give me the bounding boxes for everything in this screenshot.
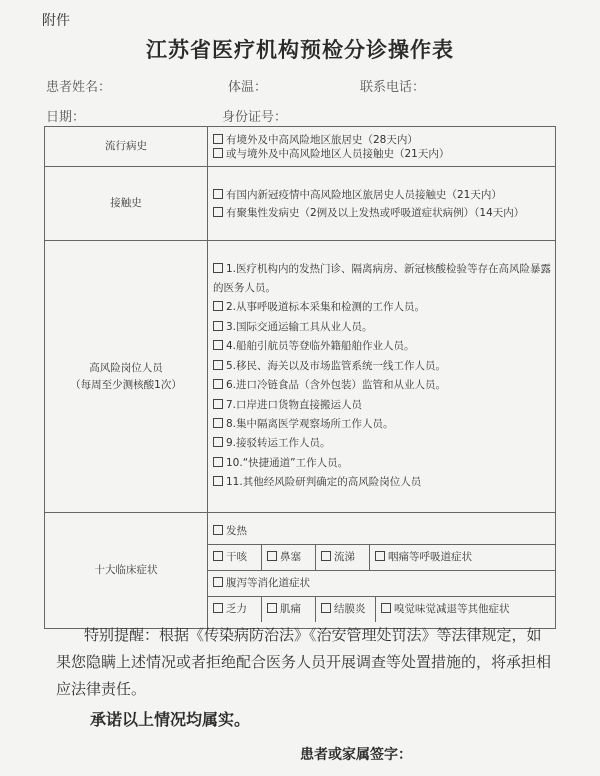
attachment-label: 附件 — [42, 13, 70, 29]
category-risk: 高风险岗位人员 （每周至少测核酸1次） — [45, 241, 208, 513]
checkbox-icon[interactable] — [375, 551, 385, 561]
checkbox-icon[interactable] — [267, 603, 277, 613]
option-risk-10[interactable]: 10.“快捷通道”工作人员。 — [213, 454, 555, 473]
option-contact-2[interactable]: 有聚集性发病史（2例及以上发热或呼吸道症状病例）（14天内） — [213, 206, 555, 220]
symptom-row-respiratory — [208, 545, 555, 571]
symptom-options — [208, 513, 556, 629]
table-row-symptoms — [45, 513, 556, 629]
option-myalgia[interactable]: 肌痛 — [262, 597, 316, 622]
category-travel: 流行病史 — [45, 127, 208, 167]
date-field[interactable]: 日期： — [46, 110, 86, 125]
checkbox-icon[interactable] — [267, 551, 277, 561]
checkbox-icon[interactable] — [213, 207, 223, 217]
option-digestive[interactable]: 腹泻等消化道症状 — [208, 571, 555, 597]
signature-field[interactable]: 患者或家属签字： — [300, 747, 412, 763]
temperature-field[interactable]: 体温： — [228, 80, 268, 95]
option-fever[interactable]: 发热 — [208, 519, 555, 545]
option-risk-11[interactable]: 11.其他经风险研判确定的高风险岗位人员 — [213, 473, 555, 492]
option-risk-9[interactable]: 9.接驳转运工作人员。 — [213, 434, 555, 453]
commitment-statement: 承诺以上情况均属实。 — [90, 710, 251, 729]
option-risk-2[interactable]: 2.从事呼吸道标本采集和检测的工作人员。 — [213, 298, 555, 317]
option-risk-8[interactable]: 8.集中隔离医学观察场所工作人员。 — [213, 415, 555, 434]
option-travel-2[interactable]: 或与境外及中高风险地区人员接触史（21天内） — [213, 147, 555, 161]
checkbox-icon[interactable] — [213, 321, 223, 331]
option-risk-5[interactable]: 5.移民、海关以及市场监管系统一线工作人员。 — [213, 357, 555, 376]
checkbox-icon[interactable] — [213, 476, 223, 486]
checkbox-icon[interactable] — [213, 551, 223, 561]
option-runny-nose[interactable]: 流涕 — [316, 545, 370, 570]
option-nasal-congestion[interactable]: 鼻塞 — [262, 545, 316, 570]
screening-table — [44, 126, 556, 629]
option-smell-taste-loss[interactable]: 嗅觉味觉减退等其他症状 — [376, 597, 555, 622]
legal-reminder — [56, 622, 556, 703]
option-risk-7[interactable]: 7.口岸进口货物直接搬运人员 — [213, 396, 555, 415]
option-risk-1[interactable]: 1.医疗机构内的发热门诊、隔离病房、新冠核酸检验等存在高风险暴露的医务人员。 — [213, 263, 552, 295]
table-row-travel — [45, 127, 556, 167]
checkbox-icon[interactable] — [381, 603, 391, 613]
checkbox-icon[interactable] — [213, 134, 223, 144]
option-contact-1[interactable]: 有国内新冠疫情中高风险地区旅居史人员接触史（21天内） — [213, 188, 555, 202]
contact-options — [208, 167, 556, 241]
checkbox-icon[interactable] — [213, 189, 223, 199]
symptom-row-other — [208, 597, 555, 622]
checkbox-icon[interactable] — [213, 301, 223, 311]
checkbox-icon[interactable] — [213, 263, 223, 273]
table-row-contact — [45, 167, 556, 241]
table-row-risk — [45, 241, 556, 513]
page-title: 江苏省医疗机构预检分诊操作表 — [146, 38, 454, 62]
checkbox-icon[interactable] — [213, 399, 223, 409]
option-travel-1[interactable]: 有境外及中高风险地区旅居史（28天内） — [213, 133, 555, 147]
option-risk-3[interactable]: 3.国际交通运输工具从业人员。 — [213, 318, 555, 337]
checkbox-icon[interactable] — [213, 360, 223, 370]
checkbox-icon[interactable] — [213, 525, 223, 535]
phone-field[interactable]: 联系电话： — [360, 80, 426, 95]
reminder-heading: 特别提醒： — [84, 626, 160, 644]
risk-options — [208, 241, 556, 513]
checkbox-icon[interactable] — [213, 418, 223, 428]
category-contact: 接触史 — [45, 167, 208, 241]
checkbox-icon[interactable] — [213, 603, 223, 613]
patient-name-field[interactable]: 患者姓名： — [46, 80, 112, 95]
checkbox-icon[interactable] — [213, 457, 223, 467]
checkbox-icon[interactable] — [213, 437, 223, 447]
checkbox-icon[interactable] — [213, 148, 223, 158]
checkbox-icon[interactable] — [321, 551, 331, 561]
option-fatigue[interactable]: 乏力 — [208, 597, 262, 622]
option-sore-throat[interactable]: 咽痛等呼吸道症状 — [370, 545, 555, 570]
category-symptoms: 十大临床症状 — [45, 513, 208, 629]
checkbox-icon[interactable] — [213, 340, 223, 350]
checkbox-icon[interactable] — [213, 379, 223, 389]
option-risk-6[interactable]: 6.进口冷链食品（含外包装）监管和从业人员。 — [213, 376, 555, 395]
option-risk-4[interactable]: 4.船舶引航员等登临外籍船舶作业人员。 — [213, 337, 555, 356]
reminder-text: 根据《传染病防治法》《治安管理处罚法》等法律规定，如果您隐瞒上述情况或者拒绝配合医务人员开展调查等处置措施的，将承担相应法律责任。 — [56, 626, 552, 698]
checkbox-icon[interactable] — [321, 603, 331, 613]
checkbox-icon[interactable] — [213, 577, 223, 587]
id-number-field[interactable]: 身份证号： — [222, 110, 288, 125]
option-dry-cough[interactable]: 干咳 — [208, 545, 262, 570]
travel-options — [208, 127, 556, 167]
option-conjunctivitis[interactable]: 结膜炎 — [316, 597, 376, 622]
